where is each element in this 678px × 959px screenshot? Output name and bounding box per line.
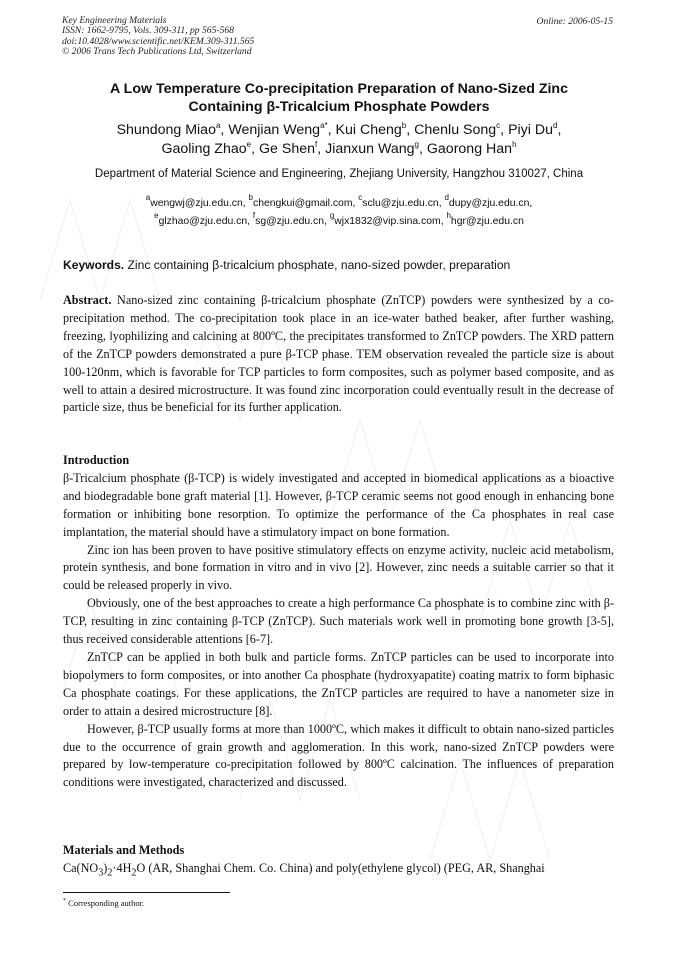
author: Wenjian Weng$^{a*}$, xyxy=(228,121,336,138)
online-date: Online: 2006-05-15 xyxy=(536,16,613,27)
methods-heading: Materials and Methods xyxy=(63,843,185,857)
footnote-divider xyxy=(63,892,230,893)
title-line-1: A Low Temperature Co-precipitation Preparation of Nano-Sized Zinc xyxy=(110,81,568,97)
methods-paragraph: $Ca(NO_3)_2\cdot 4H_2O$ (AR, Shanghai Chem. Co. China) and poly(ethylene glycol) (PEG, AR, Shanghai xyxy=(63,860,545,879)
publication-info xyxy=(62,16,254,58)
author-list xyxy=(40,121,638,159)
keywords-label: Keywords. xyxy=(63,258,125,272)
paper-title xyxy=(40,80,638,116)
author: Piyi Du$^d$, xyxy=(508,121,562,138)
keywords-text: Zinc containing β-tricalcium phosphate, nano-sized powder, preparation xyxy=(124,258,511,272)
abstract-paragraph: Abstract. Nano-sized zinc containing β-tricalcium phosphate (ZnTCP) powders were synthesized by a co-precipitation method. The co-precipitation took place in an ice-water bathed beaker, after further washing, freezing, lyophilizing and calcining at 800ºC, the precipitates transformed to ZnTCP powders. The XRD pattern of the ZnTCP powders demonstrated a pure β-TCP phase. TEM observation revealed the particle size is about 100-120nm, which is favorable for TCP particles to form composites, such as polymer based composite, and as well to attain a desired microstructure. It was found zinc incorporation could eventually result in the decrease of particle size, thus be beneficial for its further application. xyxy=(63,293,614,415)
title-line-2: Containing β-Tricalcium Phosphate Powders xyxy=(188,99,490,115)
abstract-label: Abstract. xyxy=(63,293,112,307)
email[interactable]: $^g$wjx1832@vip.sina.com, xyxy=(329,211,447,227)
author: Chenlu Song$^c$, xyxy=(414,121,509,138)
email-list xyxy=(40,195,638,231)
email[interactable]: $^f$sg@zju.edu.cn, xyxy=(252,211,330,227)
keywords-line xyxy=(63,258,510,272)
methods-section xyxy=(63,842,614,882)
author: Kui Cheng$^b$, xyxy=(335,121,415,138)
email[interactable]: $^d$dupy@zju.edu.cn, xyxy=(444,193,533,209)
intro-paragraph: Zinc ion has been proven to have positive stimulatory effects on enzyme activity, nucleic acid metabolism, protein synthesis, and bone formation in vitro and in vivo [2]. However, zinc needs a suitable carrier so that it could be released properly in vivo. xyxy=(63,542,614,593)
intro-paragraph: However, β-TCP usually forms at more than 1000ºC, which makes it difficult to obtain nano-sized particles due to the occurrence of grain growth and agglomeration. In this work, nano-sized ZnTCP powders were prepared by low-temperature co-precipitation followed by 800ºC calcination. The influences of preparation conditions were investigated, characterized and discussed. xyxy=(63,721,614,790)
copyright-line: © 2006 Trans Tech Publications Ltd, Switzerland xyxy=(62,46,252,58)
introduction-section xyxy=(63,452,614,792)
journal-name: Key Engineering Materials xyxy=(62,15,167,26)
email[interactable]: $^h$hgr@zju.edu.cn xyxy=(446,211,524,227)
introduction-heading: Introduction xyxy=(63,453,130,467)
intro-paragraph: β-Tricalcium phosphate (β-TCP) is widely investigated and accepted in biomedical applications as a bioactive and biodegradable bone graft material [1]. However, β-TCP ceramic seems not good enough in enhancing bone formation or inhibiting bone resorption. To optimize the performance of the Ca phosphates in real case implantation, the material should have a stimulatory impact on bone formation. xyxy=(63,470,614,539)
author: Ge Shen$^f$, xyxy=(259,140,326,157)
affiliation: Department of Material Science and Engineering, Zhejiang University, Hangzhou 310027, China xyxy=(94,168,584,180)
email[interactable]: $^a$wengwj@zju.edu.cn, xyxy=(145,193,249,209)
intro-paragraph: ZnTCP can be applied in both bulk and particle forms. ZnTCP particles can be used to incorporate into biopolymers to form composites, or into another Ca phosphate (hydroxyapatite) coating matrix to form biphasic Ca phosphate coatings. For these applications, the ZnTCP particles are required to have a nanometer size in order to attain a desired microstructure [8]. xyxy=(63,649,614,718)
email[interactable]: $^e$glzhao@zju.edu.cn, xyxy=(154,211,253,227)
footnote: * Corresponding author. xyxy=(63,898,145,908)
email[interactable]: $^c$sclu@zju.edu.cn, xyxy=(358,193,445,209)
issn-line: ISSN: 1662-9795, Vols. 309-311, pp 565-568 xyxy=(62,25,234,37)
intro-paragraph: Obviously, one of the best approaches to create a high performance Ca phosphate is to combine zinc with β-TCP, resulting in zinc containing β-TCP (ZnTCP). Such materials work well in promoting bone growth [3-5], thus received considerable attentions [6-7]. xyxy=(63,596,614,647)
doi-line: doi:10.4028/www.scientific.net/KEM.309-311.565 xyxy=(62,35,255,47)
author: Gaorong Han$^h$ xyxy=(426,140,517,157)
abstract-section xyxy=(63,292,614,417)
email[interactable]: $^b$chengkui@gmail.com, xyxy=(248,193,359,209)
author: Shundong Miao$^a$, xyxy=(116,121,229,138)
author: Gaoling Zhao$^e$, xyxy=(161,140,259,157)
author: Jianxun Wang$^g$, xyxy=(325,140,427,157)
